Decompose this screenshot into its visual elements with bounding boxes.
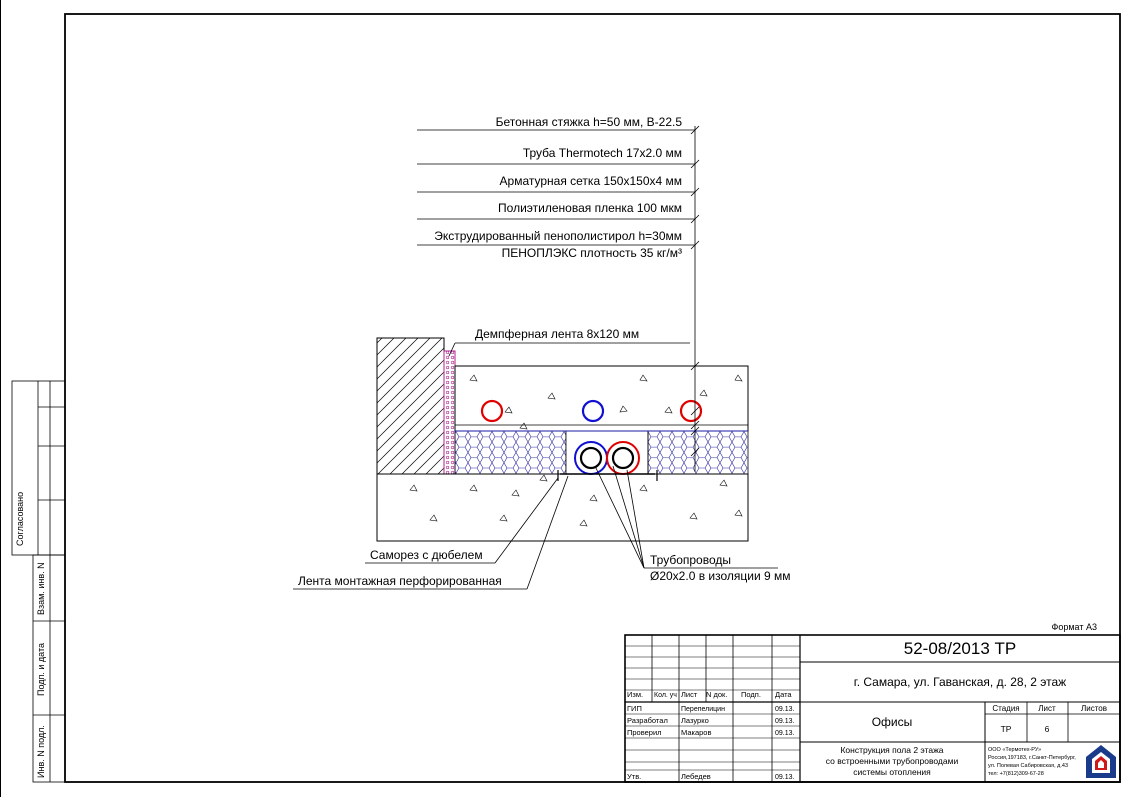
damper-leader bbox=[449, 343, 690, 356]
date-4: 09.13. bbox=[775, 774, 795, 781]
company-line-4: тел: +7(812)309-67-28 bbox=[988, 771, 1044, 777]
role-2: Разработал bbox=[627, 716, 668, 725]
damper-tape bbox=[444, 351, 455, 474]
object-name: Офисы bbox=[871, 715, 913, 729]
hdr-izm: Изм. bbox=[627, 690, 644, 699]
hdr-ndoc: N док. bbox=[706, 690, 728, 699]
date-2: 09.13. bbox=[775, 718, 795, 725]
date-1: 09.13. bbox=[775, 706, 795, 713]
layer-insulation-density: ПЕНОПЛЭКС плотность 35 кг/м³ bbox=[501, 246, 682, 260]
role-3: Проверил bbox=[627, 728, 662, 737]
format-label: Формат А3 bbox=[1051, 622, 1097, 632]
layer-film: Полиэтиленовая пленка 100 мкм bbox=[498, 201, 682, 215]
pipelines-label: Трубопроводы bbox=[650, 553, 731, 567]
layer-mesh: Арматурная сетка 150х150х4 мм bbox=[499, 174, 682, 188]
hdr-stage: Стадия bbox=[992, 704, 1020, 713]
name-1: Перепелицин bbox=[681, 706, 725, 713]
address: г. Самара, ул. Гаванская, д. 28, 2 этаж bbox=[853, 675, 1067, 689]
company-line-2: Россия,197183, г.Санкт-Петербург, bbox=[988, 755, 1076, 761]
screed-layer bbox=[455, 366, 748, 431]
replace-inv-label: Взам. инв. N bbox=[36, 562, 46, 615]
inv-orig-label: Инв. N подл. bbox=[36, 725, 46, 778]
hdr-sheets: Листов bbox=[1081, 704, 1107, 713]
company-logo bbox=[1086, 745, 1116, 778]
hdr-date: Дата bbox=[775, 690, 792, 699]
wall bbox=[377, 338, 444, 474]
hdr-podp: Подп. bbox=[741, 690, 761, 699]
agreed-label: Согласовано bbox=[15, 491, 25, 546]
sheet-title-1: Конструкция пола 2 этажа bbox=[840, 745, 944, 755]
company-line-1: ООО «Термотех-РУ» bbox=[988, 747, 1042, 753]
role-1: ГИП bbox=[627, 704, 642, 713]
role-4: Утв. bbox=[627, 772, 642, 781]
damper-label: Демпферная лента 8х120 мм bbox=[475, 327, 640, 341]
name-4: Лебедев bbox=[681, 772, 711, 781]
layer-pipe: Труба Thermotech 17х2.0 мм bbox=[522, 146, 682, 160]
base-slab bbox=[377, 474, 748, 541]
name-3: Макаров bbox=[681, 728, 712, 737]
hdr-kol: Кол. уч bbox=[654, 692, 677, 699]
screw-label: Саморез с дюбелем bbox=[370, 548, 483, 562]
hdr-list: Лист bbox=[681, 690, 698, 699]
layer-insulation: Экструдированный пенополистирол h=30мм bbox=[434, 229, 682, 243]
doc-code: 52-08/2013 ТР bbox=[903, 639, 1017, 658]
hdr-sheet: Лист bbox=[1038, 704, 1056, 713]
tape-label: Лента монтажная перфорированная bbox=[298, 574, 502, 588]
pipelines-spec-label: Ø20х2.0 в изоляции 9 мм bbox=[650, 569, 791, 583]
insulation-right bbox=[648, 431, 748, 474]
insulation-left bbox=[455, 431, 566, 474]
sign-date-label: Подп. и дата bbox=[36, 642, 46, 696]
sheet-value: 6 bbox=[1044, 724, 1050, 734]
pipeline-insulation-blue bbox=[575, 442, 607, 474]
pipeline-insulation-red bbox=[607, 442, 639, 474]
stage-value: ТР bbox=[1000, 724, 1012, 734]
name-2: Лазурко bbox=[681, 716, 709, 725]
layer-screed: Бетонная стяжка h=50 мм, B-22.5 bbox=[495, 115, 682, 129]
sheet-title-3: системы отопления bbox=[853, 767, 931, 777]
date-3: 09.13. bbox=[775, 730, 795, 737]
company-line-3: ул. Полевая Сабировская, д.43 bbox=[988, 763, 1068, 769]
sheet-title-2: со встроенными трубопроводами bbox=[825, 756, 959, 766]
